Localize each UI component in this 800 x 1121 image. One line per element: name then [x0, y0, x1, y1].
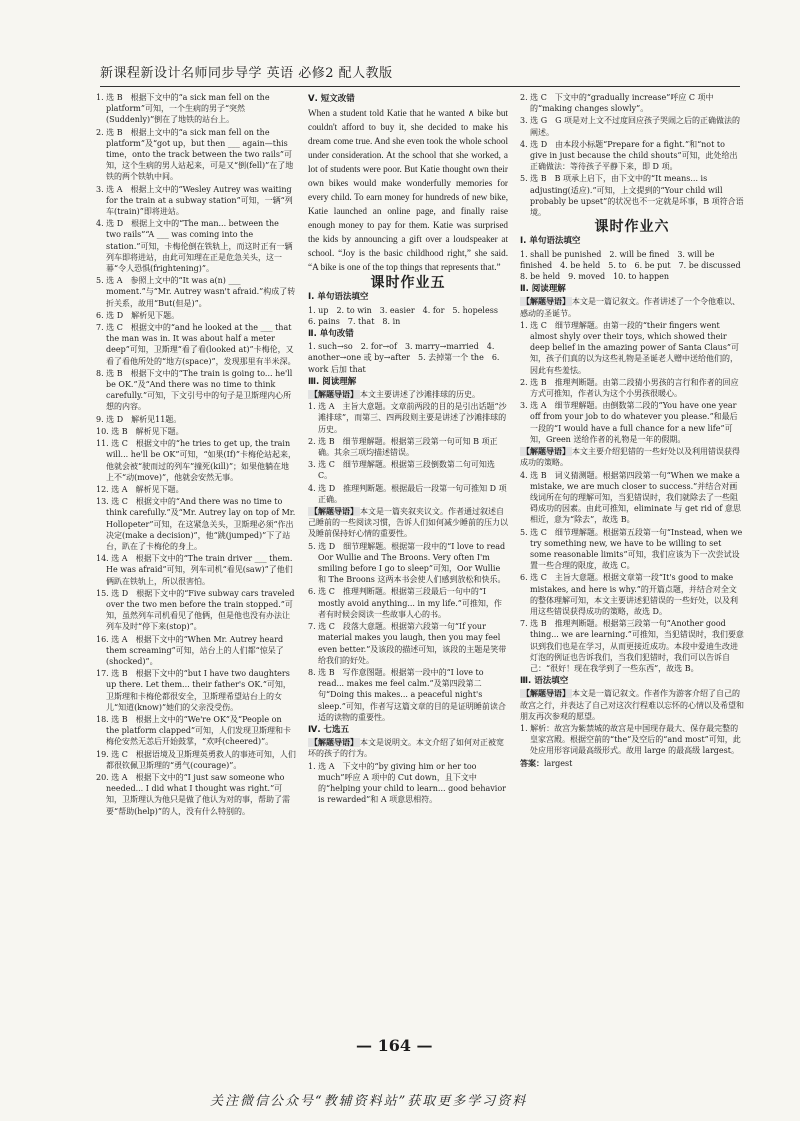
- answer-item: 8. 选 B 根据下文中的“The train is going to... he'll be OK.”及“And there was no time to think carefully.”可知，下文引号中的句子是卫斯理内心所想的内容。: [96, 368, 293, 412]
- answer-item: 18. 选 B 根据上文中的“We're OK”及“People on the platform clapped”可知，人们发现卫斯理和卡梅伦安然无恙后开始鼓掌，“欢呼(cheered)”。: [96, 714, 292, 747]
- answer-item: 16. 选 A 根据下文中的“When Mr. Autrey heard them screaming”可知，站台上的人们都“惊呆了(shocked)”。: [96, 634, 284, 666]
- section-heading: Ⅴ. 短文改错: [308, 94, 355, 104]
- answer-item: 7. 选 C 根据文中的“and he looked at the ___ that the man was in. It was about half a meter deep”可知，卫斯理“看了看(looked at)”卡梅伦，又看了看他所处的“地方(space)”，发现那里有半米深。: [96, 323, 296, 366]
- section-heading: Ⅰ. 单句语法填空: [308, 292, 369, 303]
- answer-item: 1. 选 B 根据下文中的“a sick man fell on the platform”可知，一个生病的男子“突然(Suddenly)”倒在了地铁的站台上。: [96, 93, 270, 125]
- answer-item: 2. 选 B 根据上文中的“a sick man fell on the platform”及“got up，but then ___ again—this time，onto the track between the two rails”可知，这个生病的男人站起来，可是又“倒(fell)”在了地铁的两个铁轨中间。: [96, 127, 294, 182]
- guide-label: 【解题导语】: [522, 689, 570, 699]
- guide-note: [520, 688, 744, 722]
- guide-note: [308, 737, 508, 759]
- answer-item: 5. 选 C 细节理解题。根据第五段第一句“Instead, when we try something new, we have to be willing to set some reasonable limits”可知，我们应该为下一次尝试设置一些合理的限度，故选 C。: [520, 527, 743, 571]
- answer-item: 6. 选 D 解析见下题。: [96, 310, 180, 320]
- answer-item: 5. 选 D 细节理解题。根据第一段中的“I love to read Oor Wullie and The Broons. Very often I'm smiling before I go to sleep”可知，Oor Wullie 和 The Broons 这两本书会使人们感到放松和快乐。: [308, 541, 506, 585]
- answer-item: 4. 选 B 词义猜测题。根据第四段第一句“When we make a mistake, we are much closer to success.”并结合对画线词所在句的理解可知，当犯错误时，我们就除去了一些阻碍成功的因素。由此可推知，eliminate 与 get rid of 意思相近，意为“除去”，故选 B。: [520, 470, 741, 525]
- answer-item: 11. 选 C 根据文中的“he tries to get up, the train will... he'll be OK”可知，“如果(If)”卡梅伦站起来，他就会被“驶而过的列车”撞死(kill)”；如果他躺在地上不“动(move)”，他就会安然无事。: [96, 439, 297, 482]
- answer-item: 4. 选 D 根据上文中的“The man... between the two rails”“A ___ was coming into the station.”可知，卡梅伦倒在铁轨上，而这时正有一辆列车即将进站，由此可知理在正是危急关头，这一幕“令人恐惧(frightening)”。: [96, 219, 293, 274]
- answer-item: 14. 选 A 根据下文中的“The train driver ___ them. He was afraid”可知，列车司机“看见(saw)”了他们俩趴在铁轨上，所以很害怕。: [96, 554, 293, 586]
- section-heading: Ⅱ. 单句改错: [308, 329, 354, 340]
- guide-note: [520, 296, 744, 318]
- guide-label: 【解题导语】: [310, 738, 358, 748]
- final-answer: [520, 758, 744, 769]
- guide-text: 本文是说明文。本文介绍了如何对正被宽坏的孩子的行为。: [308, 738, 504, 759]
- answer-item: 6. 选 C 主旨大意题。根据文章第一段“It's good to make mistakes, and here is why.”的开篇点题，并结合对全文的整体理解可知，本文主要讲述犯错误的一些好处，以及利用这些错误获得成功的策略，故选 D。: [520, 573, 738, 616]
- content-columns: [96, 92, 749, 1032]
- lesson-title: 课时作业六: [594, 219, 670, 236]
- guide-text: 本文主要讲述了沙滩排球的历史。: [360, 390, 480, 400]
- guide-note: [308, 506, 508, 540]
- answer-line: 1. up 2. to win 3. easier 4. for 5. hopeless 6. pains 7. that 8. in: [308, 305, 506, 326]
- section-heading: Ⅲ. 阅读理解: [308, 376, 357, 387]
- guide-text: 本文主要介绍犯错的一些好处以及利用错误获得成功的策略。: [520, 447, 740, 468]
- section-heading: Ⅱ. 阅读理解: [520, 284, 566, 295]
- guide-note: [308, 389, 508, 400]
- answer-item: 1. 解析：故宫为紫禁城的故宫是中国现存最大、保存最完整的皇家宫殿。根据空前的“the”及空后的“and most”可知，此处应用形容词最高级形式。故用 large 的最高级 largest。: [520, 723, 741, 756]
- column-middle: [308, 92, 508, 1032]
- answer-label: 答案：: [520, 757, 544, 768]
- guide-text: 本文是一篇记叙文。作者作为游客介绍了自己的故宫之行，并表达了自己对这次行程难以忘怀的心情以及希望和朋友再次参观的愿望。: [520, 689, 744, 721]
- answer-item: 12. 选 A 解析见下题。: [96, 484, 184, 494]
- guide-label: 【解题导语】: [310, 390, 358, 400]
- answer-item: 4. 选 D 推理判断题。根据最后一段第一句可推知 D 项正确。: [308, 483, 507, 504]
- guide-note: [520, 446, 744, 468]
- answer-item: 10. 选 B 解析见下题。: [96, 426, 184, 436]
- answer-item: 20. 选 A 根据下文中的“I just saw someone who needed... I did what I thought was right.”可知，卫斯理认为他只是做了他认为对的事，帮助了需要“帮助(help)”的人，没有什么特别的。: [96, 772, 290, 816]
- answer-value: largest: [544, 758, 573, 768]
- answer-item: 3. 选 G G 项是对上文不过度回应孩子哭闹之后的正确做法的阐述。: [520, 116, 741, 137]
- answer-item: 17. 选 B 根据下文中的“but I have two daughters up there. Let them... their father's OK.”可知，卫斯理和卡梅伦都很安全，卫斯理希望站台上的女儿“知道(know)”她们的父亲没受伤。: [96, 669, 291, 712]
- answer-line: 1. shall be punished 2. will be fined 3. will be finished 4. be held 5. to 6. be put 7. be discussed 8. be held 9. moved 10. to happen: [520, 249, 749, 282]
- answer-item: 9. 选 D 解析见11题。: [96, 414, 182, 424]
- header-title: 新课程新设计名师同步导学 英语 必修2 配人教版: [100, 66, 393, 81]
- answer-item: 8. 选 B 写作意图题。根据第一段中的“I love to read... makes me feel calm.”及第四段第二句“Doing this makes... a peaceful night's sleep.”可知，作者写这篇文章的目的是证明睡前读合适的读物的重要性。: [308, 667, 506, 722]
- guide-label: 【解题导语】: [522, 297, 570, 307]
- guide-text: 本文是一篇夹叙夹议文。作者通过叙述自己睡前的一些阅读习惯，告诉人们如何减少睡前的压力以及睡前保持好心情的重要性。: [308, 507, 508, 539]
- answer-item: 5. 选 A 参照上文中的“It was a(n) ___ moment.”与“Mr. Autrey wasn't afraid.”构成了转折关系，故用“But(但是)”。: [96, 276, 296, 308]
- lesson-title: 课时作业五: [370, 275, 446, 292]
- section-heading: Ⅳ. 七选五: [308, 724, 350, 735]
- answer-item: 1. 选 C 细节理解题。由第一段的“their fingers went almost shyly over their toys, which showed their deep belief in the amazing power of Santa Claus”可知，孩子们真的以为这些礼物是圣诞老人赠中送给他们的，因此有些羞怯。: [520, 320, 740, 375]
- answer-item: 7. 选 B 推理判断题。根据第三段第一句“Another good thing... we are learning.”可推知，当犯错误时，我们要意识到我们也是在学习，从而更接近成功。本段中爱迪生改进灯泡的例证也告诉我们，当我们犯错时，我们可以告诉自己：“很好！现在我学到了一些东西”，故选 B。: [520, 619, 744, 673]
- footer-note: 关注微信公众号“教辅资料站”获取更多学习资料: [210, 1094, 528, 1109]
- section-heading: Ⅰ. 单句语法填空: [520, 236, 581, 247]
- answer-item: 2. 选 B 推理判断题。由第二段猜小男孩的言行和作者的回应方式可推知，作者认为这个小男孩很暖心。: [520, 377, 739, 399]
- column-left: [96, 92, 296, 1032]
- answer-item: 3. 选 A 根据上文中的“Wesley Autrey was waiting for the train at a subway station”可知，一辆“列车(train)”即将进站。: [96, 184, 293, 217]
- answer-item: 15. 选 D 根据下文中的“Five subway cars traveled over the two men before the train stopped.”可知，虽然列车司机看见了他俩，但是他也没有办法让列车及时“停下来(stop)”。: [96, 588, 295, 632]
- answer-item: 4. 选 D 由本段小标题“Prepare for a fight.”和“not to give in just because the child shouts”可知，此处给出正确做法：等待孩子平静下来，即 D 项。: [520, 139, 738, 172]
- answer-item: 13. 选 C 根据文中的“And there was no time to think carefully.”及“Mr. Autrey lay on top of Mr. Hollopeter”可知，在这紧急关头，卫斯理必须“作出决定(make a decision)”，他“跳(jumped)”下了站台，趴在了卡梅伦的身上。: [96, 497, 296, 551]
- guide-label: 【解题导语】: [310, 507, 358, 517]
- guide-label: 【解题导语】: [522, 447, 570, 457]
- column-right: [520, 92, 749, 1032]
- answer-item: 19. 选 C 根据语境及卫斯理英勇救人的事迹可知，人们都很钦佩卫斯理的“勇气(courage)”。: [96, 749, 296, 770]
- answer-item: 3. 选 C 细节理解题。根据第三段倒数第二句可知选 C。: [308, 460, 495, 481]
- answer-line: 1. such→so 2. for→of 3. marry→married 4. another→one 或 by→after 5. 去掉第一个 the 6. work 后加 that: [308, 342, 500, 374]
- answer-item: 6. 选 C 推理判断题。根据第三段最后一句中的“I mostly avoid anything... in my life.”可推知，作者有时候会阅读一些故事人心的书。: [308, 587, 502, 619]
- page-header: [100, 60, 740, 87]
- answer-item: 7. 选 C 段落大意题。根据第六段第一句“If your material makes you laugh, then you may feel even better.”及该段的描述可知，该段的主题是笑带给我们的好处。: [308, 622, 507, 665]
- guide-text: 本文是一篇记叙文。作者讲述了一个令他难以、感动的圣诞节。: [520, 297, 740, 318]
- section-heading: Ⅲ. 语法填空: [520, 676, 569, 687]
- answer-item: 3. 选 A 细节理解题。由倒数第二段的“You have one year off from your job to do whatever you please.”和最后一段的“I would have a full chance for a new life”可知，Green 送给作者的礼物是一年的假期。: [520, 401, 738, 444]
- answer-item: 2. 选 B 细节理解题。根据第三段第一句可知 B 项正确。其余三项均描述错误。: [308, 436, 498, 458]
- answer-item: 1. 选 A 下文中的“by giving him or her too much”呼应 A 项中的 Cut down，且下文中的“helping your child to learn... good behavior is rewarded”和 A 项意思相符。: [308, 761, 506, 805]
- answer-item: 2. 选 C 下文中的“gradually increase”呼应 C 项中的“making changes slowly”。: [520, 93, 714, 114]
- error-correction-passage: When a student told Katie that he wanted ∧ bike but couldn't afford to buy it, she decided to make his dream come true. And she even took the whole school under consideration. At the school that she worked, a lot of students were poor. But Katie thought own their own bikes would make wonderfully memories for every child. To earn money for hundreds of new bike, Katie launched an online page, and finally raise enough money to pay for them. Katie was surprised the kids by announcing a gift over a loudspeaker at school. “Joy is the basic childhood right,” she said. “A bike is one of the top things that represents that.”: [308, 108, 508, 273]
- answer-item: 1. 选 A 主旨大意题。文章前两段的目的是引出话题“沙滩排球”，而第三、四两段则主要是讲述了沙滩排球的历史。: [308, 402, 507, 434]
- page-number: — 164 —: [356, 1036, 433, 1055]
- answer-item: 5. 选 B B 项承上启下，由下文中的“It means... is adjusting(适应).”可知，上文提到的“Your child will probably be upset”的状况也不一定就是坏事，B 项符合语境。: [520, 174, 744, 218]
